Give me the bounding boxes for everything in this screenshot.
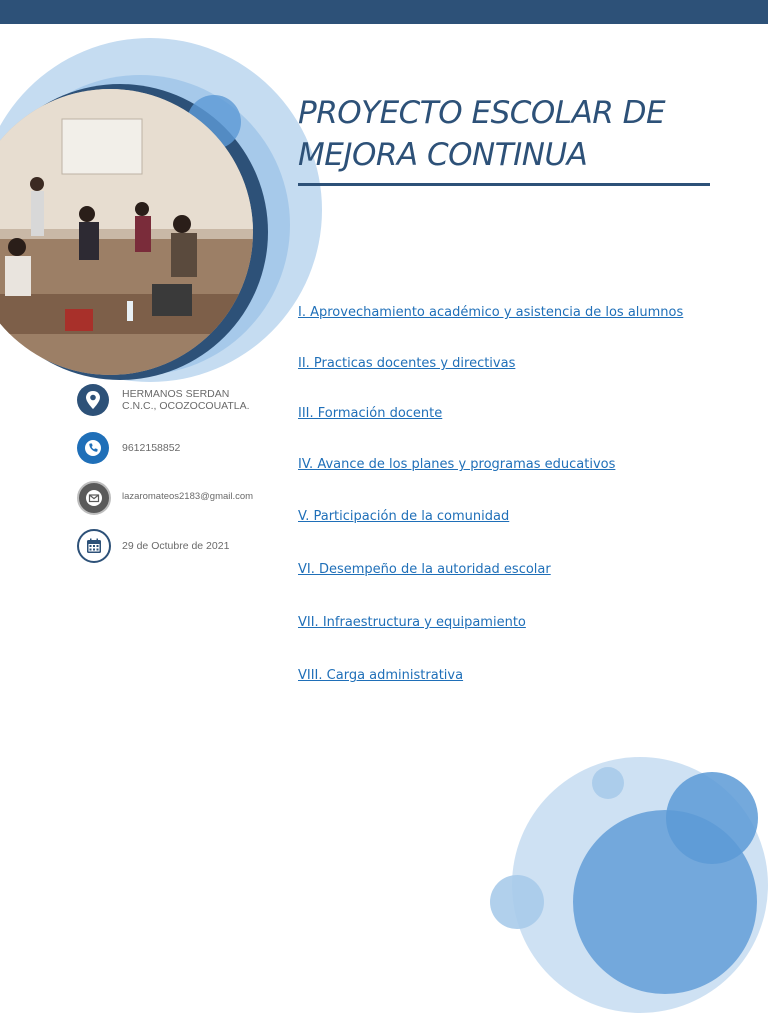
calendar-icon — [77, 529, 111, 563]
location-pin-icon — [77, 384, 109, 416]
toc-link-7[interactable]: VII. Infraestructura y equipamiento — [298, 615, 526, 630]
deco-circle — [490, 875, 544, 929]
toc-link-3[interactable]: III. Formación docente — [298, 406, 443, 421]
deco-circle — [666, 772, 758, 864]
toc-link-8[interactable]: VIII. Carga administrativa — [298, 668, 464, 683]
address-line-1: HERMANOS SERDAN — [122, 388, 230, 400]
email-text: lazaromateos2183@gmail.com — [122, 491, 254, 502]
toc-link-1[interactable]: I. Aprovechamiento académico y asistencia de los alumnos — [298, 305, 684, 320]
toc-link-4[interactable]: IV. Avance de los planes y programas educativos — [298, 457, 616, 472]
title-divider — [298, 183, 710, 186]
envelope-icon — [77, 481, 111, 515]
phone-icon — [77, 432, 109, 464]
page-title: PROYECTO ESCOLAR DE MEJORA CONTINUA — [298, 95, 666, 173]
deco-circle — [592, 767, 624, 799]
address-line-2: C.N.C., OCOZOCOUATLA. — [122, 400, 250, 412]
phone-text: 9612158852 — [122, 442, 181, 454]
date-text: 29 de Octubre de 2021 — [122, 540, 230, 552]
toc-link-5[interactable]: V. Participación de la comunidad — [298, 509, 510, 524]
toc-link-2[interactable]: II. Practicas docentes y directivas — [298, 356, 516, 371]
address-text — [122, 388, 250, 412]
toc-link-6[interactable]: VI. Desempeño de la autoridad escolar — [298, 562, 551, 577]
